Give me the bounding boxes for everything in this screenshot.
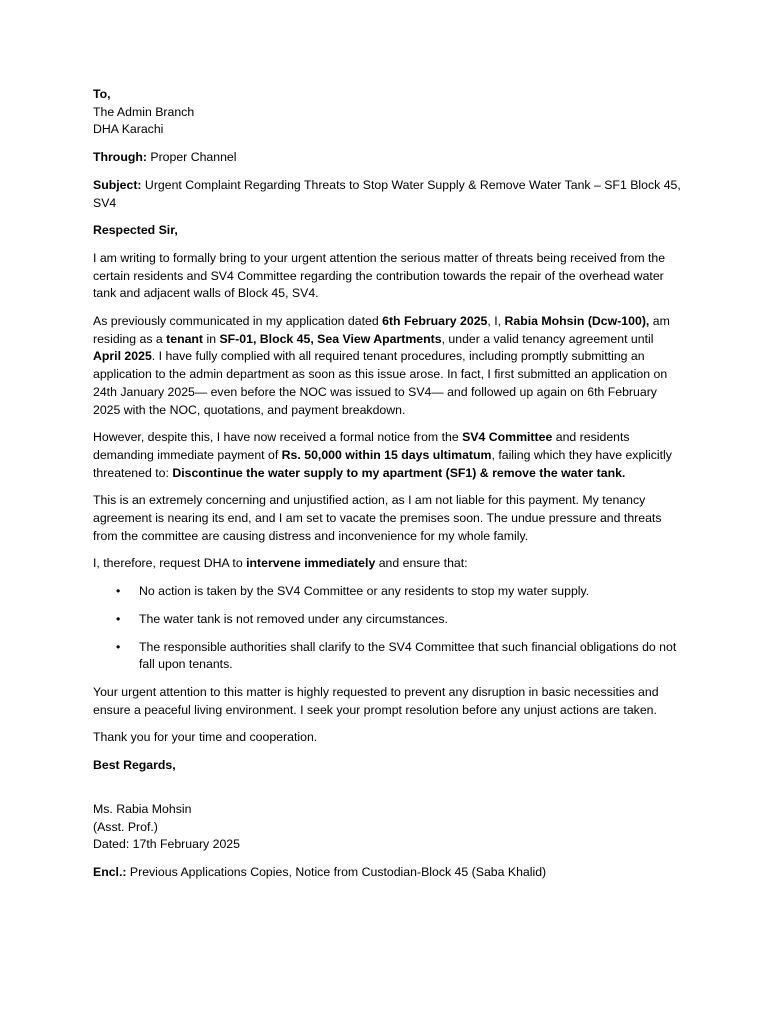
- enclosure-value: Previous Applications Copies, Notice from Custodian-Block 45 (Saba Khalid): [126, 864, 547, 879]
- bullet-icon: •: [116, 639, 121, 654]
- recipient-line-1: The Admin Branch: [93, 104, 195, 119]
- paragraph-thanks: Thank you for your time and cooperation.: [93, 730, 318, 745]
- list-item: • No action is taken by the SV4 Committee or any residents to stop my water supply.: [93, 583, 683, 601]
- list-item: • The water tank is not removed under any circumstances.: [93, 611, 683, 629]
- paragraph-background: As previously communicated in my application dated 6th February 2025, I, Rabia Mohsin (Dcw-100), am residing as a tenant in SF-01, Block 45, Sea View Apartments, under a valid tenancy agreement until April 2025. I have fully complied with all required tenant procedures, including promptly submitting an application to the admin department as soon as this issue arose. In fact, I first submitted an application on 24th January 2025— even before the NOC was issued to SV4— and followed up again on 6th February 2025 with the NOC, quotations, and payment breakdown.: [93, 314, 670, 417]
- signatory-name: Ms. Rabia Mohsin: [93, 801, 192, 816]
- enclosure-label: Encl.:: [93, 864, 127, 879]
- bullet-icon: •: [116, 611, 121, 626]
- request-list: [93, 583, 683, 674]
- letter-body: [93, 86, 683, 882]
- salutation: Respected Sir,: [93, 223, 178, 238]
- paragraph-urgency: Your urgent attention to this matter is highly requested to prevent any disruption in basic necessities and ensure a peaceful living environment. I seek your prompt resolution before any unjust actions are taken.: [93, 684, 659, 717]
- paragraph-intro: I am writing to formally bring to your urgent attention the serious matter of threats being received from the certain residents and SV4 Committee regarding the contribution towards the repair of the overhead water tank and adjacent walls of Block 45, SV4.: [93, 250, 666, 301]
- paragraph-concern: This is an extremely concerning and unjustified action, as I am not liable for this payment. My tenancy agreement is nearing its end, and I am set to vacate the premises soon. The undue pressure and threats from the committee are causing distress and inconvenience for my whole family.: [93, 493, 662, 543]
- list-item: • The responsible authorities shall clarify to the SV4 Committee that such financial obligations do not fall upon tenants.: [116, 639, 677, 672]
- paragraph-request: I, therefore, request DHA to intervene immediately and ensure that:: [93, 556, 468, 571]
- through-line: [93, 149, 683, 167]
- enclosure-line: [93, 864, 683, 882]
- recipient-line-2: DHA Karachi: [93, 122, 164, 137]
- bullet-icon: •: [116, 584, 121, 599]
- subject-value: Urgent Complaint Regarding Threats to Stop Water Supply & Remove Water Tank – SF1 Block 45, SV4: [93, 177, 681, 210]
- to-label: To,: [93, 87, 111, 101]
- paragraph-notice: However, despite this, I have now received a formal notice from the SV4 Committee and residents demanding immediate payment of Rs. 50,000 within 15 days ultimatum, failing which they have explicitly threatened to: Discontinue the water supply to my apartment (SF1) & remove the water tank.: [93, 430, 672, 480]
- subject-label: Subject:: [93, 177, 142, 192]
- recipient-block: [93, 86, 683, 139]
- closing: Best Regards,: [93, 758, 176, 773]
- through-value: Proper Channel: [146, 150, 237, 165]
- subject-line: [93, 177, 683, 212]
- through-label: Through:: [93, 150, 147, 165]
- signatory-title: (Asst. Prof.): [93, 819, 158, 834]
- letter-date: Dated: 17th February 2025: [93, 837, 240, 852]
- signature-block: [93, 801, 683, 854]
